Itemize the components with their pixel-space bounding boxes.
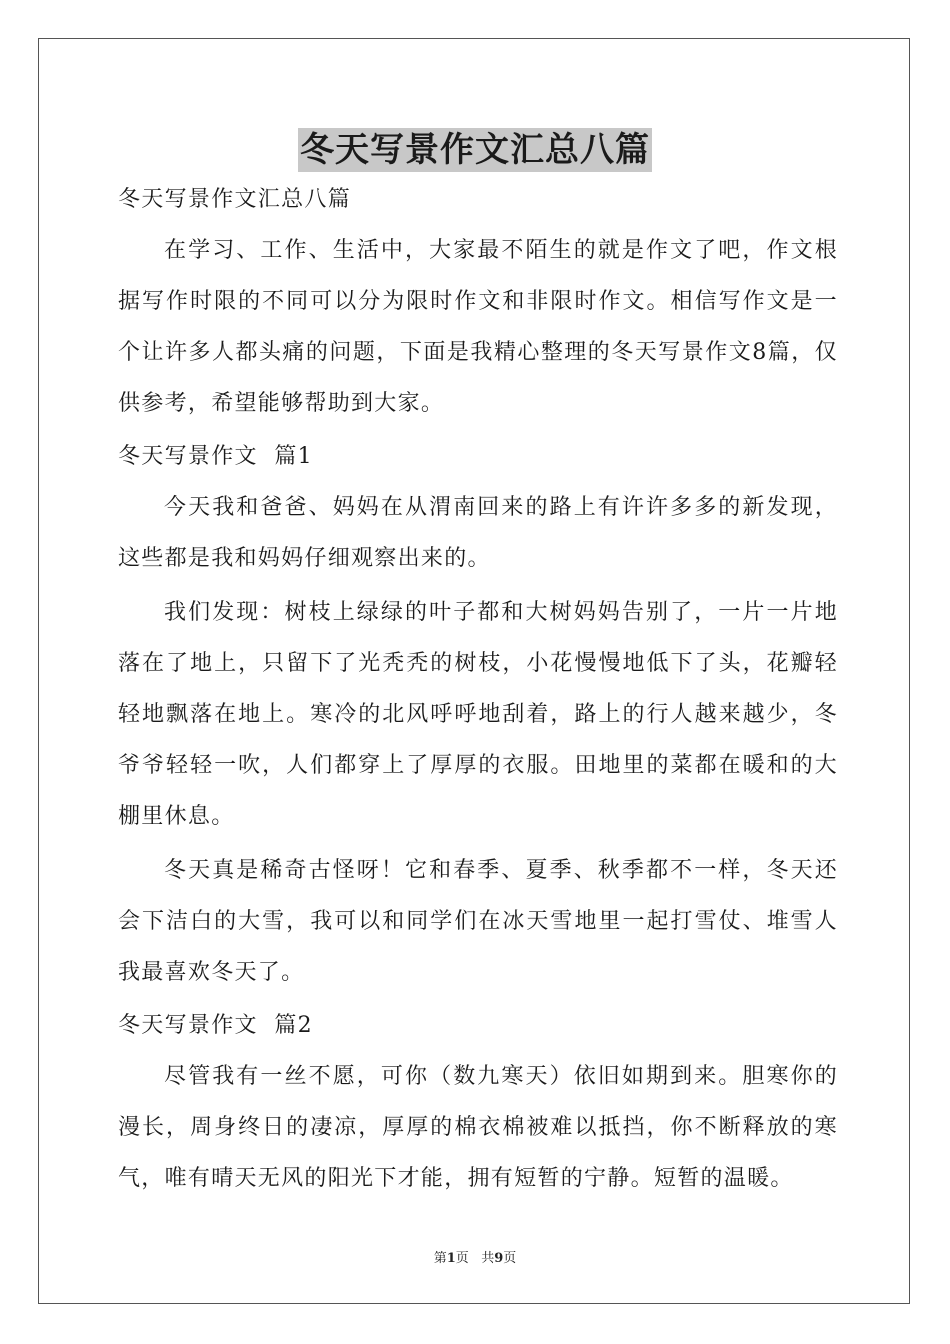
document-subtitle: 冬天写景作文汇总八篇 xyxy=(118,187,352,212)
page-suffix: 页 xyxy=(455,1251,469,1266)
section-1-paragraph-2: 我们发现：树枝上绿绿的叶子都和大树妈妈告别了，一片一片地落在了地上，只留下了光秃秃的树枝，小花慢慢地低下了头，花瓣轻轻地飘落在地上。寒冷的北风呼呼地刮着，路上的行人越来越少，冬爷爷轻轻一吹，人们都穿上了厚厚的衣服。田地里的菜都在暖和的大棚里休息。 xyxy=(118,600,838,829)
section-heading-2: 冬天写景作文 篇2 xyxy=(118,1013,313,1038)
page-footer xyxy=(0,1247,950,1266)
section-1-paragraph-3: 冬天真是稀奇古怪呀！它和春季、夏季、秋季都不一样，冬天还会下洁白的大雪，我可以和同学们在冰天雪地里一起打雪仗、堆雪人我最喜欢冬天了。 xyxy=(118,858,838,985)
intro-paragraph: 在学习、工作、生活中，大家最不陌生的就是作文了吧，作文根据写作时限的不同可以分为限时作文和非限时作文。相信写作文是一个让许多人都头痛的问题，下面是我精心整理的冬天写景作文8篇，仅供参考，希望能够帮助到大家。 xyxy=(118,238,838,416)
page-total-number: 9 xyxy=(494,1251,504,1266)
total-suffix: 页 xyxy=(503,1251,517,1266)
document-body xyxy=(118,175,838,1207)
page-prefix: 第 xyxy=(433,1251,447,1266)
title-container xyxy=(0,128,950,172)
section-heading-1: 冬天写景作文 篇1 xyxy=(118,444,313,469)
section-2-paragraph-1: 尽管我有一丝不愿，可你（数九寒天）依旧如期到来。胆寒你的漫长，周身终日的凄凉，厚厚的棉衣棉被难以抵挡，你不断释放的寒气，唯有晴天无风的阳光下才能，拥有短暂的宁静。短暂的温暖。 xyxy=(118,1064,838,1191)
page-current-number: 1 xyxy=(446,1251,456,1266)
section-1-paragraph-1: 今天我和爸爸、妈妈在从渭南回来的路上有许许多多的新发现，这些都是我和妈妈仔细观察出来的。 xyxy=(118,495,838,571)
document-title: 冬天写景作文汇总八篇 xyxy=(300,130,650,170)
total-prefix: 共 xyxy=(481,1251,495,1266)
